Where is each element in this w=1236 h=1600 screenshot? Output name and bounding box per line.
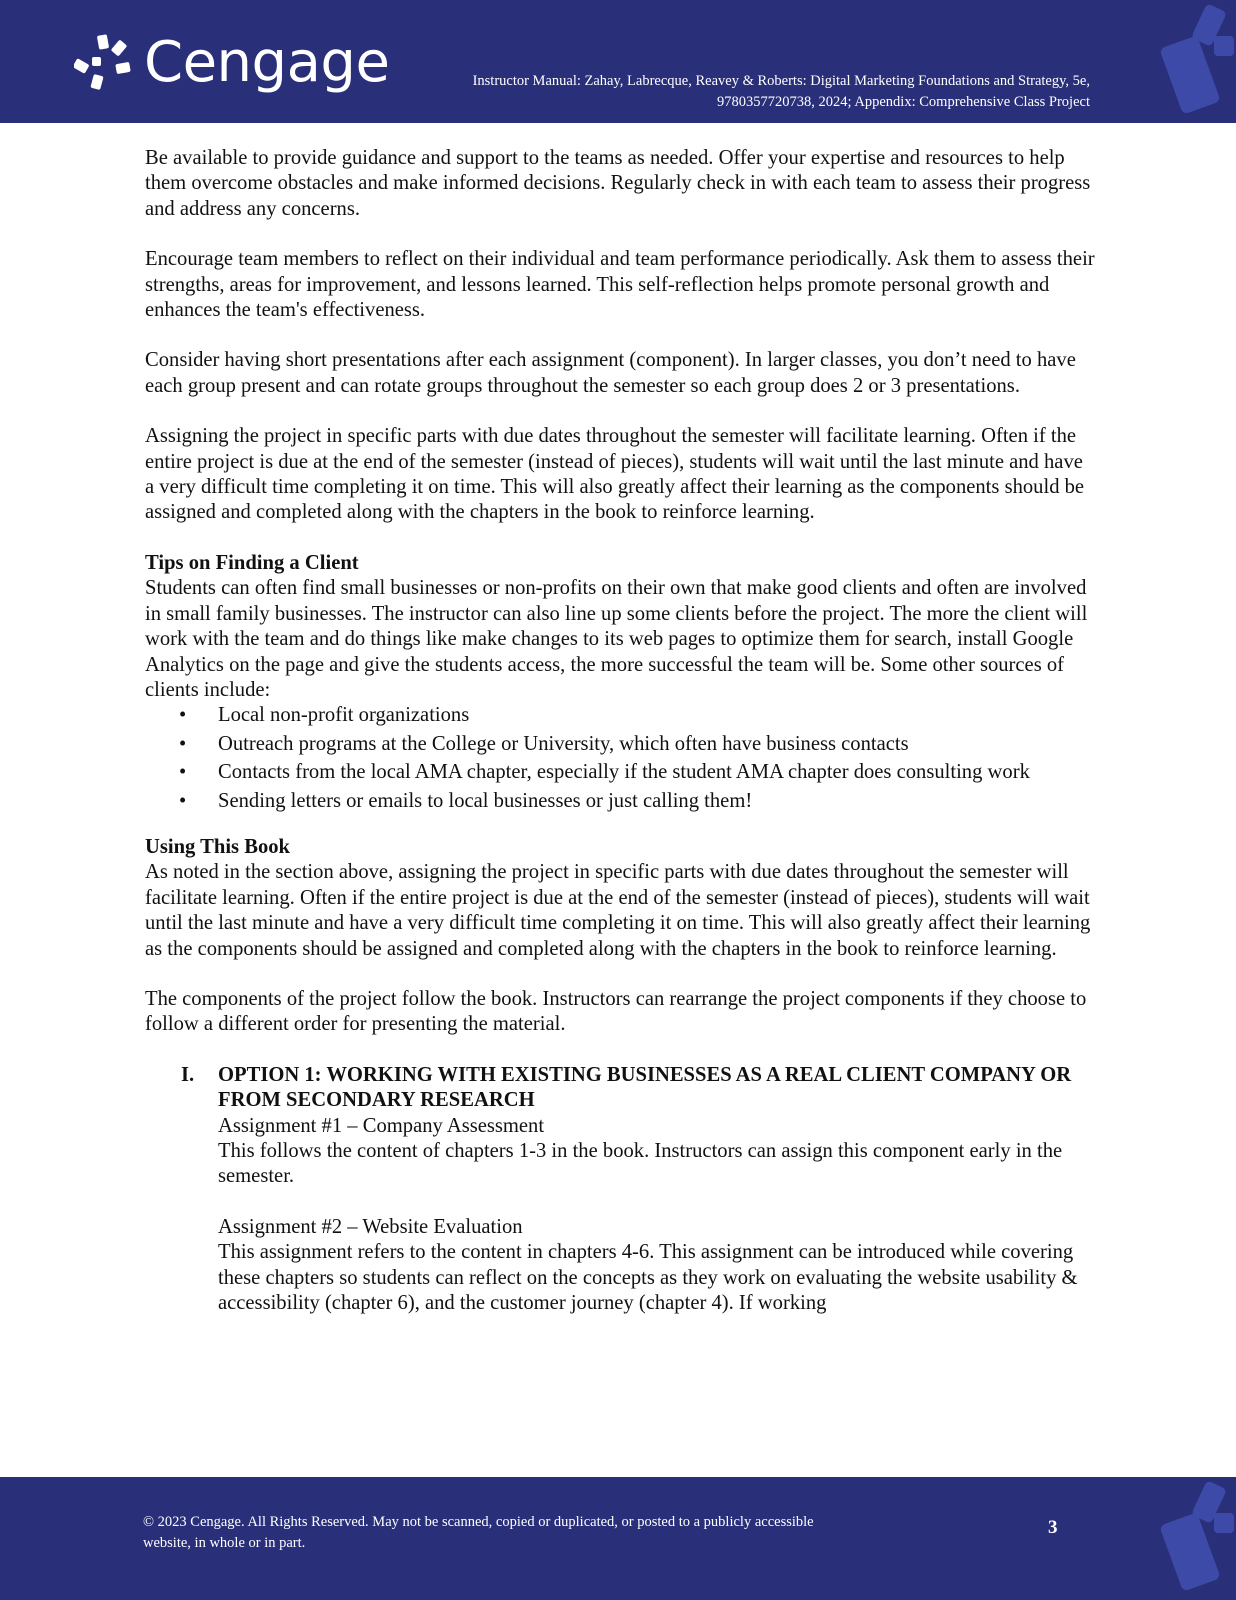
bullet-icon: •: [179, 761, 187, 784]
assignment-2-title: Assignment #2 – Website Evaluation: [218, 1215, 523, 1238]
brand-wordmark: Cengage: [144, 30, 390, 95]
page-footer: [0, 1477, 1236, 1600]
tips-body: Students can often find small businesses or non-profits on their own that make good clients and often are involved in small family businesses. The instructor can also line up some clients before the project. The more the client will work with the team and do things like make changes to its web pages to optimize them for search, install Google Analytics on the page and give the students access, the more successful the team will be. Some other sources of clients include:: [145, 577, 1088, 701]
paragraph-presentations: Consider having short presentations after each assignment (component). In larger classes, you don’t need to have each group present and can rotate groups throughout the semester so each group does 2 or 3 presentations.: [145, 349, 1076, 397]
page-header: [0, 0, 1236, 123]
page-content: [145, 146, 1095, 1316]
client-sources-list: [145, 703, 1095, 814]
assignment-1-body: This follows the content of chapters 1-3 in the book. Instructors can assign this component early in the semester.: [218, 1140, 1063, 1188]
paragraph-guidance: Be available to provide guidance and support to the teams as needed. Offer your expertise and resources to help them overcome obstacles and make informed decisions. Regularly check in with each team to assess their progress and address any concerns.: [145, 147, 1091, 220]
section-numeral: I.: [181, 1063, 195, 1086]
copyright-notice: © 2023 Cengage. All Rights Reserved. May not be scanned, copied or duplicated, or posted to a publicly accessible website, in whole or in part.: [143, 1514, 814, 1551]
paragraph-assigning: Assigning the project in specific parts with due dates throughout the semester will facilitate learning. Often if the entire project is due at the end of the semester (instead of pieces), students will wait until the last minute and have a very difficult time completing it on time. This will also greatly affect their learning as the components should be assigned and completed along with the chapters in the book to reinforce learning.: [145, 425, 1085, 524]
bullet-icon: •: [179, 732, 187, 755]
using-book-heading: Using This Book: [145, 835, 290, 858]
bullet-icon: •: [179, 789, 187, 812]
paragraph-reflection: Encourage team members to reflect on their individual and team performance periodically. Ask them to assess their strengths, areas for improvement, and lessons learned. This self-reflection helps promote personal growth and enhances the team's effectiveness.: [145, 248, 1095, 322]
footer-decoration-icon: [1150, 1477, 1236, 1600]
page-number: 3: [1048, 1517, 1058, 1538]
bullet-icon: •: [179, 704, 187, 727]
option-1-title: OPTION 1: WORKING WITH EXISTING BUSINESSES AS A REAL CLIENT COMPANY OR FROM SECONDARY RESEARCH: [218, 1063, 1072, 1112]
header-meta-line-1: Instructor Manual: Zahay, Labrecque, Reavey & Roberts: Digital Marketing Foundations and Strategy, 5e,: [472, 73, 1090, 89]
assignment-2-body: This assignment refers to the content in chapters 4-6. This assignment can be introduced while covering these chapters so students can reflect on the concepts as they work on evaluating the website usability & accessibility (chapter 6), and the customer journey (chapter 4). If working: [218, 1241, 1078, 1315]
list-item: • Local non-profit organizations: [145, 703, 1095, 728]
assignment-1-title: Assignment #1 – Company Assessment: [218, 1114, 545, 1137]
header-decoration-icon: [1150, 0, 1236, 123]
using-book-body-2: The components of the project follow the book. Instructors can rearrange the project components if they choose to follow a different order for presenting the material.: [145, 987, 1087, 1036]
cengage-logo-mark-icon: [74, 33, 134, 93]
option-1-section: [145, 1063, 1095, 1317]
tips-heading: Tips on Finding a Client: [145, 551, 359, 574]
header-citation: [330, 71, 1090, 113]
list-item: • Contacts from the local AMA chapter, especially if the student AMA chapter does consulting work: [145, 760, 1095, 785]
header-meta-line-2: 9780357720738, 2024; Appendix: Comprehensive Class Project: [717, 94, 1090, 110]
list-item: • Outreach programs at the College or University, which often have business contacts: [145, 732, 1095, 757]
list-item: • Sending letters or emails to local businesses or just calling them!: [145, 789, 1095, 814]
using-book-body-1: As noted in the section above, assigning the project in specific parts with due dates throughout the semester will facilitate learning. Often if the entire project is due at the end of the semester (instead of pieces), students will wait until the last minute and have a very difficult time completing it on time. This will also greatly affect their learning as the components should be assigned and completed along with the chapters in the book to reinforce learning.: [145, 861, 1091, 960]
